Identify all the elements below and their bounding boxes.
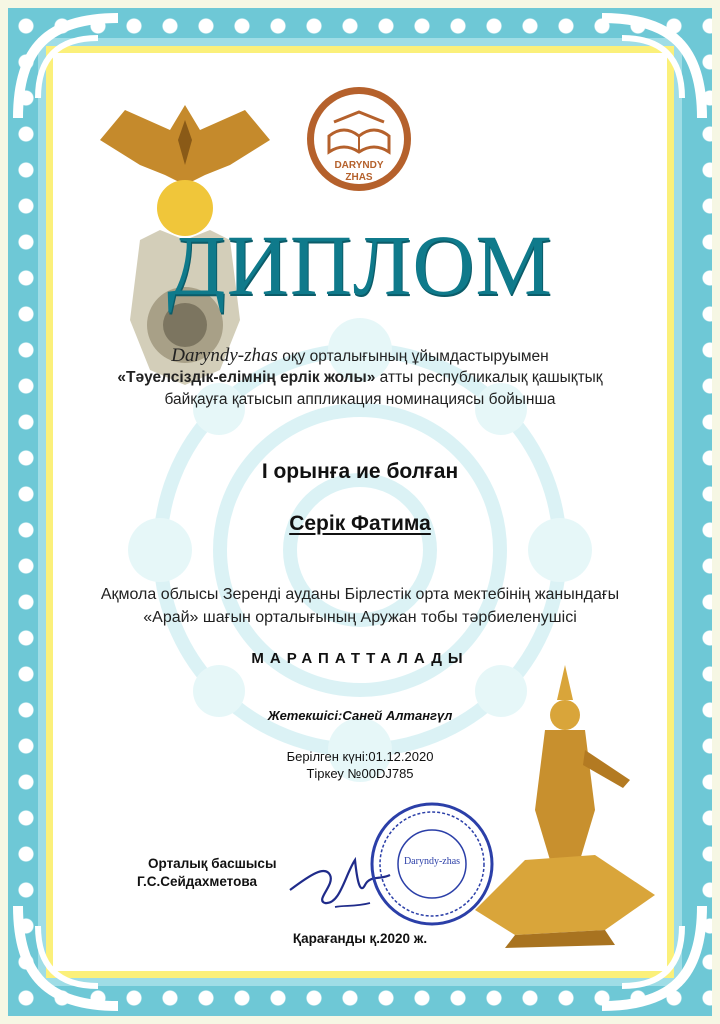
daryndy-zhas-logo	[304, 84, 414, 194]
intro-line-2	[60, 369, 660, 387]
intro-line-3: байқауға қатысып аппликация номинациясы бойынша	[164, 391, 556, 408]
corner-ornament-bottom-left-icon	[8, 896, 128, 1016]
registration-number: Тіркеу №00DJ785	[306, 766, 414, 781]
corner-ornament-top-right-icon	[592, 8, 712, 128]
intro-line2-text: атты республикалық қашықтық	[375, 369, 603, 386]
award-heading: МАРАПАТТАЛАДЫ	[251, 650, 469, 667]
contest-name: «Тәуелсіздік-елімнің ерлік жолы»	[117, 369, 376, 386]
diploma-title: ДИПЛОМ	[167, 217, 553, 313]
city-year: Қарағанды қ.2020 ж.	[292, 931, 428, 946]
head-title: Орталық басшысы	[148, 856, 277, 871]
organization-line-2: «Арай» шағын орталығының Аружан тобы тәрбиеленушісі	[143, 609, 577, 626]
place-heading: І орынға ие болған	[261, 460, 459, 483]
head-name: Г.С.Сейдахметова	[137, 874, 257, 889]
recipient-name: Серік Фатима	[289, 512, 431, 535]
stamp-text: Daryndy-zhas	[403, 856, 461, 867]
intro-line1-text: оқу орталығының ұйымдастыруымен	[277, 348, 549, 365]
logo-text-line2: ZHAS	[345, 172, 373, 183]
issue-date: Берілген күні:01.12.2020	[286, 749, 434, 764]
recipient-name-wrap	[0, 512, 720, 536]
intro-line-1	[60, 345, 660, 367]
intro-brand: Daryndy-zhas	[171, 345, 278, 366]
supervisor-line: Жетекшісі:Саней Алтангүл	[267, 708, 453, 723]
logo-text-line1: DARYNDY	[334, 160, 384, 171]
organization-line-1: Ақмола облысы Зеренді ауданы Бірлестік орта мектебінің жанындағы	[100, 586, 620, 603]
